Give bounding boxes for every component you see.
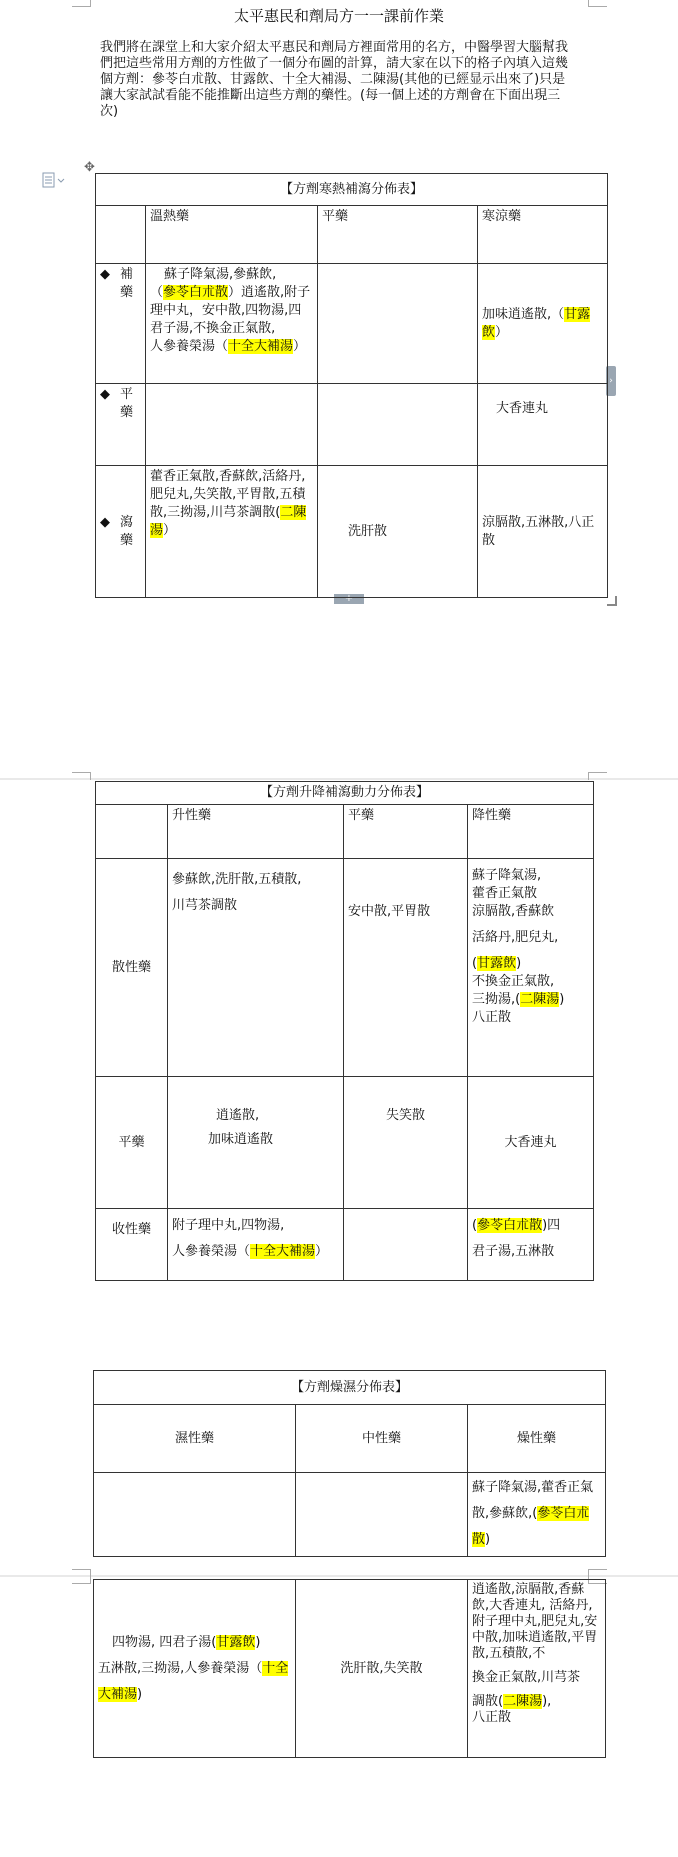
ascend-descend-table[interactable] (95, 781, 594, 1281)
row-label-tonify[interactable]: ◆ 補藥 (96, 264, 146, 384)
cell-tonify-neutral[interactable] (318, 264, 478, 384)
header-descend[interactable]: 降性藥 (468, 805, 594, 859)
row-label-drain[interactable]: ◆ 瀉藥 (96, 466, 146, 598)
table-title: 【方劑寒熱補瀉分佈表】 (96, 174, 608, 206)
cell-neutral-descend[interactable]: 大香連丸 (468, 1077, 594, 1209)
document-page-1 (0, 0, 678, 778)
cell-row1-neutral[interactable] (296, 1473, 468, 1557)
table-title: 【方劑燥濕分佈表】 (94, 1371, 606, 1405)
highlight-filled-answer: 十全大補湯 (98, 1660, 289, 1702)
cell-drain-warm[interactable]: 藿香正氣散,香蘇飲,活絡丹,肥兒丸,失笑散,平胃散,五積散,三拗湯,川芎茶調散(二陳湯） (146, 466, 318, 598)
cell-row2-dry[interactable]: 逍遙散,涼膈散,香蘇飲,大香連丸, 活絡丹,附子理中丸,肥兒丸,安中散,加味逍遙散,平胃散,五積散,不 換金正氣散,川芎茶 調散(二陳湯), 八正散 (468, 1580, 606, 1758)
add-row-button[interactable]: + (334, 594, 364, 604)
cell-astringe-ascend[interactable]: 附子理中丸,四物湯, 人參養榮湯（十全大補湯） (168, 1209, 344, 1281)
header-neutral[interactable]: 平藥 (318, 206, 478, 264)
cell-row1-damp[interactable] (94, 1473, 296, 1557)
cell-astringe-neutral[interactable] (344, 1209, 468, 1281)
cell-drain-cold[interactable]: 涼膈散,五淋散,八正散 (478, 466, 608, 598)
cell-disperse-descend[interactable]: 蘇子降氣湯, 藿香正氣散 涼膈散,香蘇飲 活絡丹,肥兒丸, (甘露飲) 不換金正氣散, 三拗湯,(二陳湯) 八正散 (468, 859, 594, 1077)
cell-neutral-ascend[interactable]: 逍遙散, 加味逍遙散 (168, 1077, 344, 1209)
highlight-filled-answer: 二陳湯 (520, 992, 560, 1007)
highlight-filled-answer: 十全大補湯 (228, 339, 294, 354)
highlight-filled-answer: 參苓白朮散 (163, 285, 229, 300)
cell-neutral-warm[interactable] (146, 384, 318, 466)
row-label-disperse[interactable]: 散性藥 (96, 859, 168, 1077)
table-resize-handle-icon[interactable] (607, 596, 617, 606)
intro-paragraph[interactable]: 我們將在課堂上和大家介紹太平惠民和劑局方裡面常用的名方，中醫學習大腦幫我們把這些常用方劑的方性做了一個分布圖的計算，請大家在以下的格子內填入這幾個方劑：參苓白朮散、甘露飲、十全大補湯、二陳湯(其他的已經显示出來了)只是讓大家試試看能不能推斷出這些方劑的藥性。(每一個上述的方劑會在下面出現三次) (100, 40, 569, 119)
page-corner-mark (72, 1573, 91, 1584)
header-dry[interactable]: 燥性藥 (468, 1405, 606, 1473)
cell-row1-dry[interactable]: 蘇子降氣湯,藿香正氣散,參蘇飲,(參苓白朮散) (468, 1473, 606, 1557)
header-cold[interactable]: 寒涼藥 (478, 206, 608, 264)
table-side-handle-icon[interactable]: › (606, 366, 616, 396)
cell-disperse-ascend[interactable]: 參蘇飲,洗肝散,五積散, 川芎茶調散 (168, 859, 344, 1077)
document-layout-icon[interactable] (42, 172, 68, 188)
cell-row2-damp[interactable]: 四物湯, 四君子湯(甘露飲) 五淋散,三拗湯,人參養榮湯（十全大補湯) (94, 1580, 296, 1758)
dry-damp-table-continued[interactable] (93, 1579, 606, 1758)
table-move-handle-icon[interactable]: ✥ (84, 160, 95, 175)
table-title: 【方劑升降補瀉動力分佈表】 (96, 782, 594, 805)
cell-tonify-cold[interactable]: 加味逍遙散,（甘露飲） (478, 264, 608, 384)
header-ascend[interactable]: 升性藥 (168, 805, 344, 859)
cold-heat-tonify-drain-table[interactable] (95, 173, 608, 598)
cell-neutral-cold[interactable]: 大香連丸 (478, 384, 608, 466)
cell-drain-neutral[interactable]: 洗肝散 (318, 466, 478, 598)
row-label-astringe[interactable]: 收性藥 (96, 1209, 168, 1281)
row-label-neutral[interactable]: ◆ 平藥 (96, 384, 146, 466)
highlight-filled-answer: 十全大補湯 (250, 1244, 316, 1259)
highlight-filled-answer: 二陳湯 (150, 505, 307, 538)
highlight-filled-answer: 參苓白朮散 (477, 1218, 543, 1233)
cell-disperse-neutral[interactable]: 安中散,平胃散 (344, 859, 468, 1077)
header-warm[interactable]: 溫熱藥 (146, 206, 318, 264)
cell-tonify-warm[interactable]: 蘇子降氣湯,參蘇飲, （參苓白朮散）逍遙散,附子 理中丸，安中散,四物湯,四君子湯,不換金正氣散, 人參養榮湯（十全大補湯） (146, 264, 318, 384)
header-corner-cell[interactable] (96, 206, 146, 264)
row-label-neutral[interactable]: 平藥 (96, 1077, 168, 1209)
dry-damp-table[interactable] (93, 1370, 606, 1557)
highlight-filled-answer: 甘露飲 (216, 1634, 256, 1650)
highlight-filled-answer: 甘露飲 (482, 306, 591, 340)
header-neutral[interactable]: 中性藥 (296, 1405, 468, 1473)
cell-neutral-neutral[interactable]: 失笑散 (344, 1077, 468, 1209)
highlight-filled-answer: 二陳湯 (503, 1694, 543, 1709)
header-neutral[interactable]: 平藥 (344, 805, 468, 859)
cell-row2-neutral[interactable]: 洗肝散,失笑散 (296, 1580, 468, 1758)
header-corner-cell[interactable] (96, 805, 168, 859)
highlight-filled-answer: 甘露飲 (477, 956, 517, 971)
document-title[interactable]: 太平惠民和劑局方一一課前作業 (233, 7, 444, 25)
header-damp[interactable]: 濕性藥 (94, 1405, 296, 1473)
highlight-filled-answer: 參苓白朮散 (472, 1506, 590, 1547)
cell-neutral-neutral[interactable] (318, 384, 478, 466)
cell-astringe-descend[interactable]: (參苓白朮散)四 君子湯,五淋散 (468, 1209, 594, 1281)
